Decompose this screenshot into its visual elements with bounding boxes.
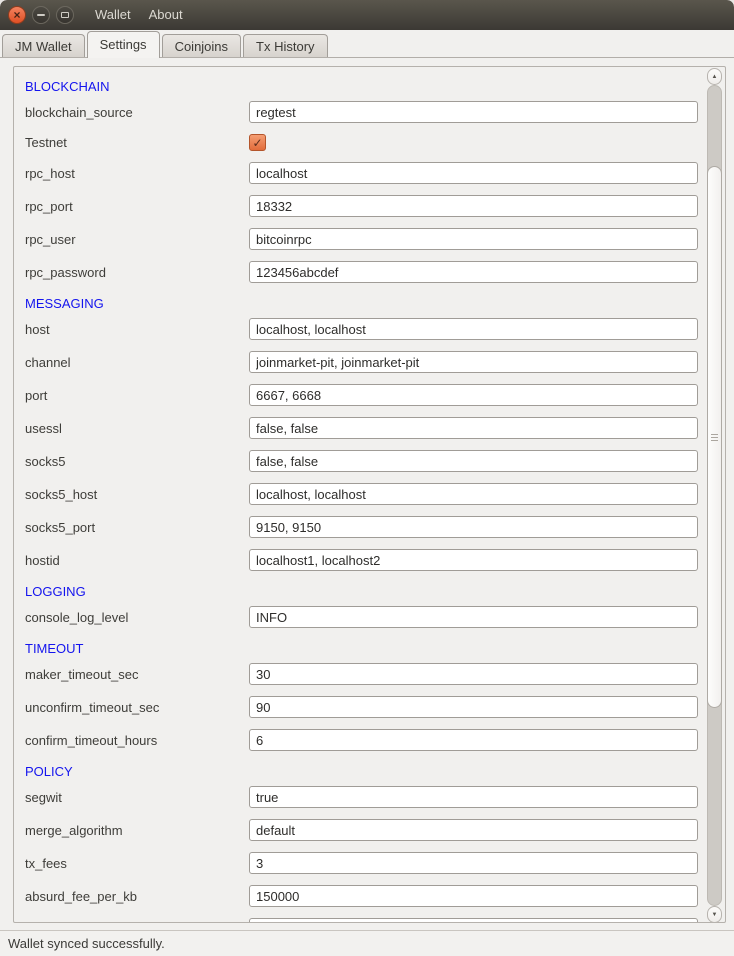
settings-field-row	[25, 228, 706, 250]
field-label: blockchain_source	[25, 104, 133, 120]
field-label: unconfirm_timeout_sec	[25, 699, 160, 715]
scrollbar-thumb[interactable]	[707, 166, 722, 708]
scroll-up-icon: ▲	[711, 73, 718, 80]
check-icon: ✓	[252, 135, 263, 150]
window-maximize-button[interactable]	[56, 6, 74, 24]
settings-field-row	[25, 696, 706, 718]
field-label: channel	[25, 354, 71, 370]
settings-field-row	[25, 101, 706, 123]
settings-field-row	[25, 450, 706, 472]
field-label: socks5_host	[25, 486, 98, 502]
field-input-rpc-host[interactable]	[249, 162, 698, 184]
settings-field-row	[25, 606, 706, 628]
field-label: segwit	[25, 789, 62, 805]
settings-field-row	[25, 261, 706, 283]
field-input-console-log-level[interactable]	[249, 606, 698, 628]
minimize-icon	[37, 14, 45, 16]
settings-form	[14, 67, 706, 922]
field-label: rpc_user	[25, 231, 76, 247]
status-bar	[0, 930, 734, 956]
field-input-tx-fees[interactable]	[249, 852, 698, 874]
field-input-segwit[interactable]	[249, 786, 698, 808]
field-input-rpc-user[interactable]	[249, 228, 698, 250]
scrollbar-grip-icon	[711, 437, 718, 438]
field-label: rpc_host	[25, 165, 75, 181]
section-header-logging: LOGGING	[25, 584, 86, 599]
settings-scroll-panel	[13, 66, 726, 923]
field-input-merge-algorithm[interactable]	[249, 819, 698, 841]
scrollbar-grip-icon	[711, 434, 718, 435]
field-input-host[interactable]	[249, 318, 698, 340]
field-input-partial[interactable]	[249, 918, 698, 922]
field-label: confirm_timeout_hours	[25, 732, 158, 748]
field-input-confirm-timeout-hours[interactable]	[249, 729, 698, 751]
field-input-usessl[interactable]	[249, 417, 698, 439]
field-label: Testnet	[25, 135, 67, 150]
field-label: port	[25, 387, 48, 403]
field-label: host	[25, 321, 50, 337]
settings-field-row	[25, 351, 706, 373]
field-input-rpc-password[interactable]	[249, 261, 698, 283]
section-header-blockchain: BLOCKCHAIN	[25, 79, 110, 94]
scrollbar-down-button[interactable]	[707, 906, 722, 923]
settings-field-row	[25, 384, 706, 406]
settings-field-row	[25, 162, 706, 184]
section-header-policy: POLICY	[25, 764, 73, 779]
field-label: merge_algorithm	[25, 822, 123, 838]
window-titlebar	[0, 0, 734, 30]
scroll-down-icon: ▼	[711, 911, 718, 918]
window-minimize-button[interactable]	[32, 6, 50, 24]
status-text: Wallet synced successfully.	[8, 936, 165, 951]
settings-field-row	[25, 918, 706, 922]
field-label: rpc_password	[25, 264, 106, 280]
content-area	[0, 58, 734, 930]
field-input-socks5-host[interactable]	[249, 483, 698, 505]
maximize-icon	[61, 12, 69, 18]
field-input-socks5-port[interactable]	[249, 516, 698, 538]
menu-about[interactable]: About	[148, 7, 183, 22]
field-input-maker-timeout-sec[interactable]	[249, 663, 698, 685]
field-input-rpc-port[interactable]	[249, 195, 698, 217]
testnet-checkbox[interactable]	[249, 134, 266, 151]
field-input-unconfirm-timeout-sec[interactable]	[249, 696, 698, 718]
menubar	[86, 0, 192, 30]
field-label: tx_fees	[25, 855, 67, 871]
settings-field-row	[25, 134, 706, 151]
tab-settings[interactable]: Settings	[87, 31, 160, 58]
tab-bar	[0, 30, 734, 58]
tab-tx-history[interactable]: Tx History	[243, 34, 328, 57]
field-label: socks5	[25, 453, 66, 469]
settings-field-row	[25, 318, 706, 340]
field-label: usessl	[25, 420, 62, 436]
field-input-blockchain-source[interactable]	[249, 101, 698, 123]
settings-field-row	[25, 729, 706, 751]
settings-field-row	[25, 663, 706, 685]
settings-field-row	[25, 786, 706, 808]
field-label: socks5_port	[25, 519, 96, 535]
field-input-port[interactable]	[249, 384, 698, 406]
tab-coinjoins[interactable]: Coinjoins	[162, 34, 241, 57]
scrollbar-grip-icon	[711, 440, 718, 441]
field-label: console_log_level	[25, 609, 129, 625]
settings-field-row	[25, 417, 706, 439]
settings-field-row	[25, 195, 706, 217]
section-header-messaging: MESSAGING	[25, 296, 104, 311]
section-header-timeout: TIMEOUT	[25, 641, 84, 656]
vertical-scrollbar	[706, 68, 723, 923]
field-label: maker_timeout_sec	[25, 666, 139, 682]
settings-field-row	[25, 483, 706, 505]
settings-field-row	[25, 885, 706, 907]
tab-jm-wallet[interactable]: JM Wallet	[2, 34, 85, 57]
settings-field-row	[25, 852, 706, 874]
window-close-button[interactable]	[8, 6, 26, 24]
field-input-channel[interactable]	[249, 351, 698, 373]
field-input-socks5[interactable]	[249, 450, 698, 472]
field-input-absurd-fee-per-kb[interactable]	[249, 885, 698, 907]
settings-field-row	[25, 819, 706, 841]
field-input-hostid[interactable]	[249, 549, 698, 571]
field-label: rpc_port	[25, 198, 73, 214]
field-label: hostid	[25, 552, 60, 568]
scrollbar-up-button[interactable]	[707, 68, 722, 85]
settings-field-row	[25, 516, 706, 538]
field-label: absurd_fee_per_kb	[25, 888, 138, 904]
close-icon: ×	[13, 8, 21, 22]
menu-wallet[interactable]: Wallet	[95, 7, 131, 22]
settings-field-row	[25, 549, 706, 571]
